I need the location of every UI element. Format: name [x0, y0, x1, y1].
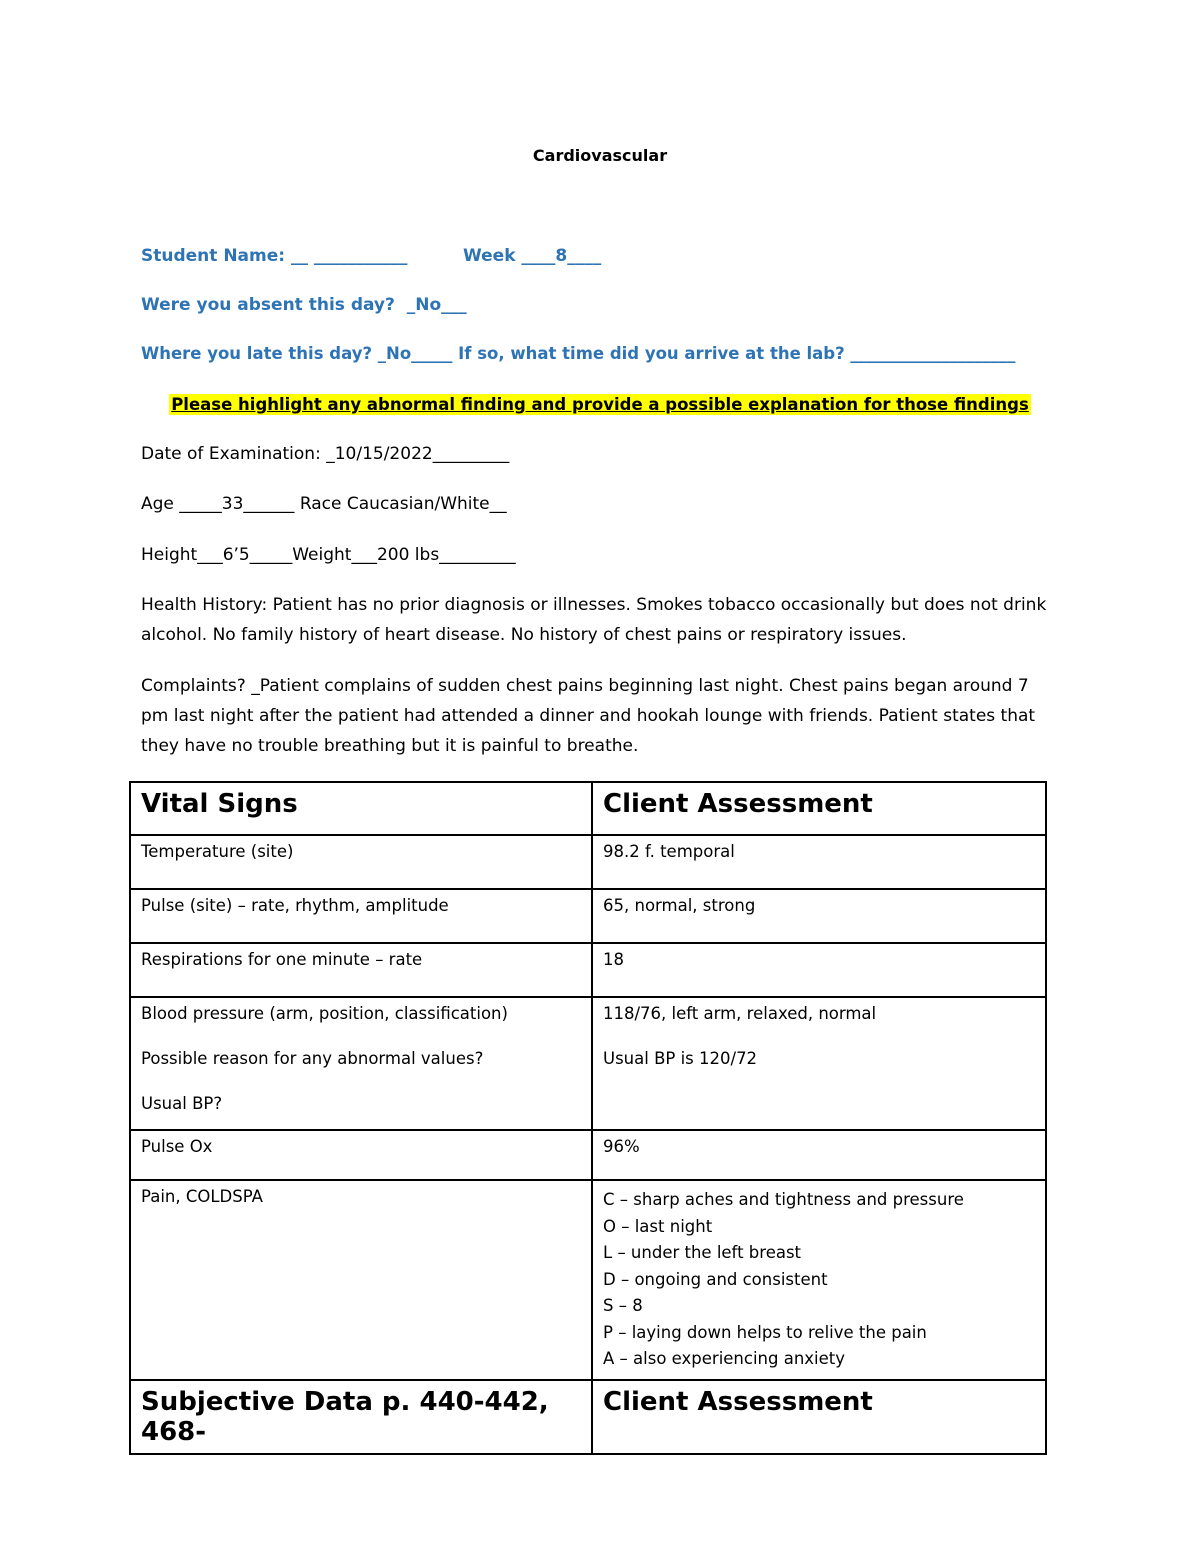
- temperature-label: Temperature (site): [130, 835, 592, 889]
- pulse-ox-value: 96%: [592, 1130, 1046, 1180]
- pulse-ox-label: Pulse Ox: [130, 1130, 592, 1180]
- table-header-row: [130, 782, 1046, 835]
- table-footer-row: [130, 1380, 1046, 1454]
- student-name-line: Student Name: __ ___________: [141, 246, 408, 266]
- coldspa-character: C – sharp aches and tightness and pressure: [603, 1190, 964, 1209]
- instruction-wrap: [0, 394, 1200, 415]
- absent-line: Were you absent this day? _No___: [141, 295, 467, 315]
- coldspa-pattern: P – laying down helps to relive the pain: [603, 1322, 927, 1342]
- coldspa-onset: O – last night: [603, 1216, 713, 1236]
- client-assessment-footer-header: Client Assessment: [592, 1380, 1046, 1454]
- abnormal-reason-label: Possible reason for any abnormal values?: [141, 1049, 484, 1068]
- coldspa-severity: S – 8: [603, 1296, 643, 1315]
- respirations-value: 18: [592, 943, 1046, 997]
- coldspa-duration: D – ongoing and consistent: [603, 1269, 828, 1289]
- age-race-line: Age _____33______ Race Caucasian/White__: [141, 494, 507, 514]
- table-row: [130, 1180, 1046, 1380]
- table-row: [130, 835, 1046, 889]
- page-title: Cardiovascular: [532, 146, 668, 165]
- pulse-value: 65, normal, strong: [592, 889, 1046, 943]
- blood-pressure-label-cell: [130, 997, 592, 1130]
- health-history: Health History: Patient has no prior diagnosis or illnesses. Smokes tobacco occasionally but does not drink alcohol. No family history of heart disease. No history of chest pains or respiratory issues.: [141, 595, 1047, 645]
- vital-signs-header: Vital Signs: [130, 782, 592, 835]
- coldspa-location: L – under the left breast: [603, 1243, 802, 1262]
- usual-bp-value: Usual BP is 120/72: [603, 1049, 758, 1068]
- respirations-label: Respirations for one minute – rate: [130, 943, 592, 997]
- complaints: Complaints? _Patient complains of sudden chest pains beginning last night. Chest pains began around 7 pm last night after the patient had attended a dinner and hookah lounge with friends. Patient states that they have no trouble breathing but it is painful to breathe.: [141, 676, 1036, 756]
- highlighted-instruction: Please highlight any abnormal finding and provide a possible explanation for those findings: [171, 395, 1029, 414]
- late-line: Where you late this day? _No_____ If so, what time did you arrive at the lab? ____________________: [141, 344, 1016, 363]
- height-weight-line: Height___6’5_____Weight___200 lbs_________: [141, 545, 516, 565]
- client-assessment-header: Client Assessment: [592, 782, 1046, 835]
- blood-pressure-value: 118/76, left arm, relaxed, normal: [603, 1004, 877, 1023]
- table-row: [130, 889, 1046, 943]
- pain-values-cell: [592, 1180, 1046, 1380]
- exam-date-line: Date of Examination: _10/15/2022_________: [141, 444, 510, 464]
- coldspa-associated: A – also experiencing anxiety: [603, 1349, 846, 1368]
- temperature-value: 98.2 f. temporal: [592, 835, 1046, 889]
- blood-pressure-label: Blood pressure (arm, position, classification): [141, 1004, 508, 1023]
- table-row: [130, 1130, 1046, 1180]
- subjective-data-header: Subjective Data p. 440-442, 468-: [130, 1380, 592, 1454]
- week-line: Week ____8____: [463, 246, 602, 266]
- table-row: [130, 997, 1046, 1130]
- vital-signs-table: [129, 781, 1047, 1455]
- pain-label: Pain, COLDSPA: [130, 1180, 592, 1380]
- blood-pressure-value-cell: [592, 997, 1046, 1130]
- usual-bp-label: Usual BP?: [141, 1094, 223, 1113]
- pulse-label: Pulse (site) – rate, rhythm, amplitude: [130, 889, 592, 943]
- table-row: [130, 943, 1046, 997]
